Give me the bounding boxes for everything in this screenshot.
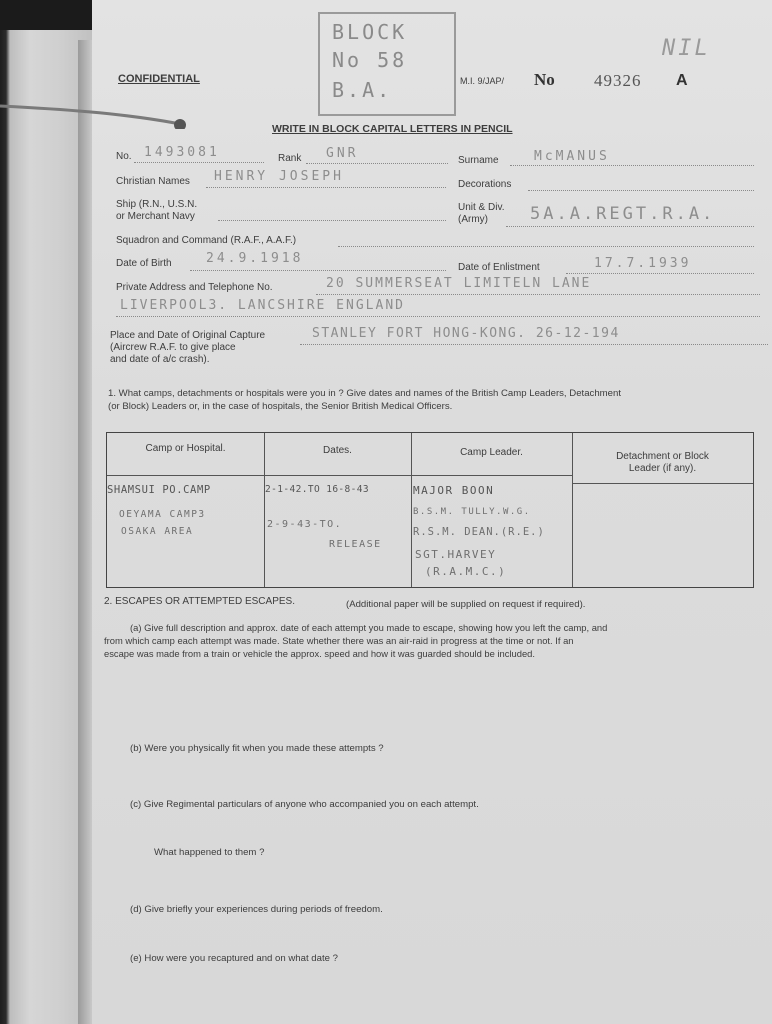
- header-camp: Camp or Hospital.: [145, 443, 226, 454]
- no-value: 1493081: [144, 145, 220, 160]
- surname-label: Surname: [458, 155, 499, 166]
- form-number: 49326: [594, 71, 642, 90]
- camp-row-1: SHAMSUI PO.CAMP: [107, 484, 211, 496]
- binding-string: [0, 103, 190, 129]
- mi-reference: M.I. 9/JAP/: [460, 76, 505, 86]
- address-value-1: 20 SUMMERSEAT LIMITELN LANE: [326, 276, 592, 291]
- leader-row-1: MAJOR BOON: [413, 484, 495, 497]
- header-detachment-2: Leader (if any).: [628, 463, 697, 474]
- question-2c: (c) Give Regimental particulars of anyone who accompanied you on each attempt.: [130, 799, 479, 810]
- enlistment-label: Date of Enlistment: [458, 262, 540, 273]
- question-1-line-2: (or Block) Leaders or, in the case of hospitals, the Senior British Medical Officers.: [108, 401, 453, 412]
- question-2-note: (Additional paper will be supplied on request if required).: [346, 599, 586, 610]
- no-label: No.: [116, 151, 132, 162]
- question-2a-line-1: (a) Give full description and approx. date of each attempt you made to escape, showing how you left the camp, and: [130, 622, 608, 633]
- stamp-line-1: BLOCK: [332, 20, 408, 44]
- question-2b: (b) Were you physically fit when you made these attempts ?: [130, 743, 384, 754]
- question-2e: (e) How were you recaptured and on what date ?: [130, 953, 338, 964]
- confidential-label: CONFIDENTIAL: [118, 73, 200, 85]
- instruction-heading: WRITE IN BLOCK CAPITAL LETTERS IN PENCIL: [272, 123, 513, 135]
- leader-row-5: (R.A.M.C.): [425, 565, 507, 578]
- stamp-line-3: B.A.: [332, 78, 393, 102]
- unit-label-2: (Army): [458, 214, 488, 225]
- header-camp-leader: Camp Leader.: [460, 447, 523, 458]
- header-detachment: Detachment or Block: [616, 451, 709, 462]
- question-2a-line-2: from which camp each attempt was made. State whether there was an air-raid in progress at the time or not. If an: [104, 635, 574, 646]
- form-suffix: A: [676, 72, 688, 89]
- rank-label: Rank: [278, 153, 302, 164]
- date-row-1: 2-1-42.TO 16-8-43: [265, 484, 370, 495]
- capture-label-1: Place and Date of Original Capture: [110, 330, 266, 341]
- capture-value: STANLEY FORT HONG-KONG. 26-12-194: [312, 326, 620, 341]
- leader-row-4: SGT.HARVEY: [415, 548, 497, 561]
- number-label: No: [534, 70, 555, 89]
- enlistment-value: 17.7.1939: [594, 256, 692, 271]
- rank-value: GNR: [326, 146, 359, 161]
- dob-label: Date of Birth: [116, 258, 172, 269]
- header-dates: Dates.: [323, 445, 352, 456]
- question-2d: (d) Give briefly your experiences during periods of freedom.: [130, 904, 383, 915]
- surname-value: McMANUS: [534, 149, 610, 164]
- question-2-title: 2. ESCAPES OR ATTEMPTED ESCAPES.: [104, 596, 295, 607]
- capture-label-2: (Aircrew R.A.F. to give place: [110, 342, 236, 353]
- stamp-line-2: No 58: [332, 48, 408, 72]
- unit-label-1: Unit & Div.: [458, 202, 505, 213]
- address-label: Private Address and Telephone No.: [116, 282, 273, 293]
- question-1-line-1: 1. What camps, detachments or hospitals were you in ? Give dates and names of the British Camp Leaders, Detachment: [108, 388, 621, 399]
- camps-table: [106, 432, 754, 588]
- christian-names-value: HENRY JOSEPH: [214, 169, 344, 184]
- question-2a-line-3: escape was made from a train or vehicle the approx. speed and how it was guarded should be included.: [104, 648, 535, 659]
- christian-names-label: Christian Names: [116, 176, 190, 187]
- dob-value: 24.9.1918: [206, 251, 304, 266]
- leader-row-2: B.S.M. TULLY.W.G.: [413, 507, 531, 517]
- block-stamp: [318, 12, 456, 116]
- squadron-label: Squadron and Command (R.A.F., A.A.F.): [116, 235, 297, 246]
- nil-note: NIL: [662, 36, 711, 61]
- camp-row-2: OEYAMA CAMP3: [119, 509, 206, 520]
- ship-label-1: Ship (R.N., U.S.N.: [116, 199, 198, 210]
- question-2c-followup: What happened to them ?: [154, 847, 265, 858]
- decorations-label: Decorations: [458, 179, 512, 190]
- address-value-2: LIVERPOOL3. LANCSHIRE ENGLAND: [120, 298, 405, 313]
- camp-row-3: OSAKA AREA: [121, 526, 194, 537]
- leader-row-3: R.S.M. DEAN.(R.E.): [413, 526, 545, 538]
- date-row-3: RELEASE: [329, 539, 382, 550]
- capture-label-3: and date of a/c crash).: [110, 354, 210, 365]
- unit-value: 5A.A.REGT.R.A.: [530, 204, 716, 224]
- ship-label-2: or Merchant Navy: [116, 211, 195, 222]
- date-row-2: 2-9-43-TO.: [267, 519, 343, 530]
